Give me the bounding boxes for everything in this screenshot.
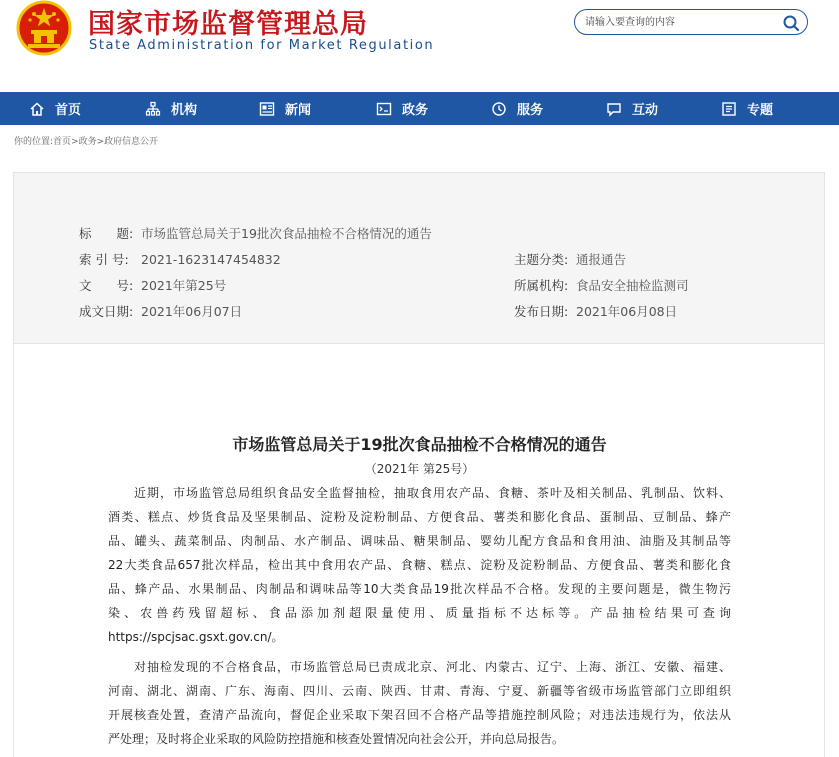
nav-label: 机构 xyxy=(171,103,198,118)
national-emblem-icon[interactable] xyxy=(14,0,74,56)
meta-docno-row xyxy=(79,276,226,294)
nav-item-org[interactable] xyxy=(145,92,197,125)
paragraph-line: 酒类、糕点、炒货食品及坚果制品、淀粉及淀粉制品、方便食品、薯类和膨化食品、蛋制品、豆制品、蜂产 xyxy=(108,510,731,524)
search-input[interactable] xyxy=(585,13,775,31)
nav-label: 服务 xyxy=(517,103,544,118)
topic-icon xyxy=(721,101,737,117)
nav-label: 首页 xyxy=(55,103,82,118)
meta-created-label: 成文日期: xyxy=(79,304,134,319)
meta-index-row xyxy=(79,250,281,268)
meta-topic-value: 通报通告 xyxy=(576,252,627,267)
site-title: 国家市场监督管理总局 xyxy=(88,9,368,40)
site-subtitle: State Administration for Market Regulation xyxy=(89,38,435,53)
meta-topic-row xyxy=(514,250,626,268)
chat-icon xyxy=(606,101,622,117)
breadcrumb-link-home[interactable]: 首页 xyxy=(53,137,72,147)
nav-item-interaction[interactable] xyxy=(606,92,658,125)
nav-item-home[interactable] xyxy=(29,92,81,125)
nav-label: 新闻 xyxy=(285,103,312,118)
main-nav xyxy=(0,92,839,125)
paragraph-line: 22大类食品657批次样品，检出其中食用农产品、食糖、糕点、淀粉及淀粉制品、方便食品、薯类和膨化食 xyxy=(108,558,731,572)
document-paragraph-1 xyxy=(108,481,731,649)
breadcrumb xyxy=(14,134,158,147)
document-paragraph-2 xyxy=(108,655,731,751)
org-chart-icon xyxy=(145,101,161,117)
meta-docno-value: 2021年第25号 xyxy=(141,278,227,293)
breadcrumb-prefix: 你的位置: xyxy=(14,137,54,147)
breadcrumb-separator: > xyxy=(96,137,105,147)
nav-item-service[interactable] xyxy=(491,92,543,125)
breadcrumb-separator: > xyxy=(71,137,79,147)
meta-published-value: 2021年06月08日 xyxy=(576,304,678,319)
nav-item-affairs[interactable] xyxy=(376,92,428,125)
news-icon xyxy=(259,101,275,117)
breadcrumb-link-gov-info[interactable]: 政府信息公开 xyxy=(104,137,159,147)
paragraph-line: 对抽检发现的不合格食品，市场监管总局已责成北京、河北、内蒙古、辽宁、上海、浙江、安徽、福建、 xyxy=(108,660,731,674)
paragraph-line: 品、罐头、蔬菜制品、肉制品、水产制品、调味品、糖果制品、婴幼儿配方食品和食用油、油脂及其制品等 xyxy=(108,534,731,548)
meta-index-label: 索 引 号: xyxy=(79,252,129,267)
nav-label: 政务 xyxy=(402,103,429,118)
affairs-icon xyxy=(376,101,392,117)
site-header xyxy=(0,0,839,92)
meta-created-value: 2021年06月07日 xyxy=(141,304,243,319)
home-icon xyxy=(29,101,45,117)
paragraph-line: 开展核查处置，查清产品流向，督促企业采取下架召回不合格产品等措施控制风险；对违法违规行为，依法从 xyxy=(108,708,731,722)
breadcrumb-link-affairs[interactable]: 政务 xyxy=(78,137,97,147)
service-icon xyxy=(491,101,507,117)
paragraph-line: 河南、湖北、湖南、广东、海南、四川、云南、陕西、甘肃、青海、宁夏、新疆等省级市场监管部门立即组织 xyxy=(108,684,731,698)
paragraph-line: 近期，市场监管总局组织食品安全监督抽检，抽取食用农产品、食糖、茶叶及相关制品、乳制品、饮料、 xyxy=(108,486,731,500)
meta-index-value: 2021-1623147454832 xyxy=(141,252,281,267)
meta-title-value: 市场监管总局关于19批次食品抽检不合格情况的通告 xyxy=(141,226,432,241)
meta-topic-label: 主题分类: xyxy=(514,252,569,267)
nav-item-news[interactable] xyxy=(259,92,311,125)
meta-published-label: 发布日期: xyxy=(514,304,569,319)
meta-agency-row xyxy=(514,276,689,294)
meta-created-row xyxy=(79,302,242,320)
meta-title-label: 标 题: xyxy=(79,226,134,241)
meta-title-row xyxy=(79,224,432,242)
nav-label: 互动 xyxy=(632,103,659,118)
search-icon[interactable] xyxy=(781,13,801,33)
meta-published-row xyxy=(514,302,677,320)
document-number: （2021年 第25号） xyxy=(364,462,475,476)
paragraph-line: 严处理；及时将企业采取的风险防控措施和核查处置情况向社会公开，并向总局报告。 xyxy=(108,732,565,746)
document-title: 市场监管总局关于19批次食品抽检不合格情况的通告 xyxy=(232,435,607,454)
paragraph-line: https://spcjsac.gsxt.gov.cn/。 xyxy=(108,630,284,644)
nav-item-topics[interactable] xyxy=(721,92,773,125)
paragraph-line: 品、蜂产品、水果制品、肉制品和调味品等10大类食品19批次样品不合格。发现的主要问题是，微生物污 xyxy=(108,582,731,596)
meta-agency-label: 所属机构: xyxy=(514,278,569,293)
meta-docno-label: 文 号: xyxy=(79,278,134,293)
paragraph-line: 染、农兽药残留超标、食品添加剂超限量使用、质量指标不达标等。产品抽检结果可查询 xyxy=(108,606,731,620)
nav-label: 专题 xyxy=(747,103,774,118)
search-box xyxy=(574,9,808,35)
meta-agency-value: 食品安全抽检监测司 xyxy=(576,278,689,293)
